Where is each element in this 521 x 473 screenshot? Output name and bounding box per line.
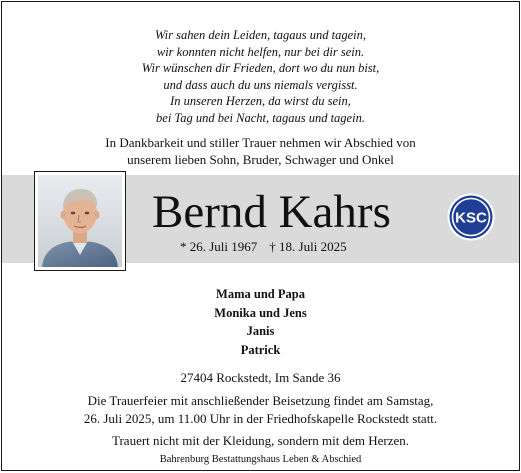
poem-line: und dass auch du uns niemals vergisst. [163,77,358,92]
ceremony-line: 26. Juli 2025, um 11.00 Uhr in der Friedhofskapelle Rockstedt statt. [83,410,438,426]
portrait-photo [34,171,126,271]
poem-line: wir konnten nicht helfen, nur bei dir sein. [156,44,365,59]
mourners-list [2,285,519,359]
dress-note: Trauert nicht mit der Kleidung, sondern mit dem Herzen. [111,433,409,448]
mourner: Monika und Jens [214,305,307,320]
ksc-logo-icon [447,193,495,241]
undertaker-name: Bahrenburg Bestattungshaus Leben & Abschied [159,454,362,465]
logo-lettering: KSC [455,209,487,227]
ceremony-line: Die Trauerfeier mit anschließender Beisetzung findet am Samstag, [87,393,434,408]
intro-line: unserem lieben Sohn, Bruder, Schwager und Onkel [127,152,394,167]
poem-line: bei Tag und bei Nacht, tagaus und tagein. [156,110,365,125]
intro-line: In Dankbarkeit und stiller Trauer nehmen wir Abschied von [105,135,416,150]
mourner: Janis [246,324,275,338]
poem-line: In unseren Herzen, da wirst du sein, [170,94,351,108]
family-address: 27404 Rockstedt, Im Sande 36 [180,370,341,385]
poem [2,27,519,126]
birth-date: * 26. Juli 1967 [180,239,258,254]
portrait-image [38,175,122,267]
life-dates [180,238,347,255]
mourner: Patrick [240,342,281,357]
poem-line: Wir wünschen dir Frieden, dort wo du nun bist, [141,61,380,75]
intro-text [2,134,519,168]
ksc-club-logo [447,193,495,241]
poem-line: Wir sahen dein Leiden, tagaus und tagein, [154,28,367,42]
death-date: † 18. Juli 2025 [269,239,347,254]
obituary-notice [1,1,520,471]
ceremony-info [2,392,519,427]
deceased-name: Bernd Kahrs [152,186,391,238]
mourner: Mama und Papa [216,287,305,301]
